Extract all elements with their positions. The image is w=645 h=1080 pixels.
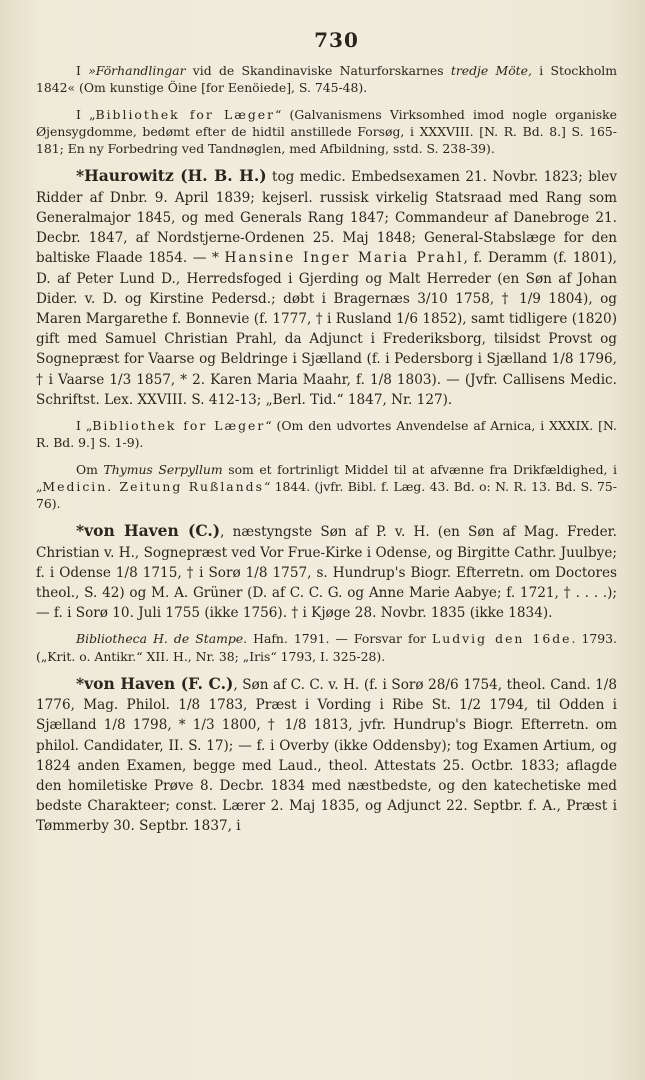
entry-heading: *Haurowitz (H. B. H.) (76, 166, 267, 186)
page-body (36, 62, 617, 837)
paragraph-b6 (36, 521, 617, 623)
entry-heading: *von Haven (F. C.) (76, 674, 234, 694)
text-run: Om (76, 461, 104, 477)
paragraph-b4 (36, 417, 617, 452)
entry-heading: *von Haven (C.) (76, 521, 221, 541)
text-run: , næstyngste Søn af P. v. H. (en Søn af Mag. Freder. Christian v. H., Sognepræst ved Vor Frue-Kirke i Odense, og Birgitte Cathr. Juulbye; f. i Odense 1/8 1715, † i Sorø 1/8 1757, s. Hundrup's Biogr. Efterretn. om Doctores theol., S. 42) og M. A. Grüner (D. af C. C. G. og Anne Marie Aabye; f. 1721, † . . . .); — f. i Sorø 10. Juli 1755 (ikke 1756). † i Kjøge 28. Novbr. 1835 (ikke 1834). (36, 524, 617, 622)
paragraph-b8 (36, 674, 617, 837)
text-run: . 1793. („Krit. o. Antikr.“ XII. H., Nr. 38; „Iris“ 1793, I. 325-28). (36, 631, 617, 664)
text-run: Hafn. 1791. — Forsvar for (247, 631, 433, 647)
text-run: Thymus Serpyllum (103, 461, 223, 477)
text-run: Bibliothek for Læger (92, 417, 266, 433)
text-run: , f. Deramm (f. 1801), D. af Peter Lund D., Herredsfoged i Gjerding og Malt Herreder (en Søn af Johan Dider. v. D. og Kirstine Pedersd.; døbt i Bragernæs 3/10 1758, † 1/9 1804), og Maren Margarethe f. Bonnevie (f. 1777, † i Rusland 1/6 1852), samt tidligere (1820) gift med Samuel Christian Prahl, da Adjunct i Frederiksborg, tilsidst Provst og Sognepræst for Vaarse og Beldringe i Sjælland (f. i Pedersborg i Sjælland 1/8 1796, † i Vaarse 1/3 1857, * 2. Karen Maria Maahr, f. 1/8 1803). — (Jvfr. Callisens Medic. Schriftst. Lex. XXVIII. S. 412-13; „Berl. Tid.“ 1847, Nr. 127). (36, 250, 617, 408)
text-run: , Søn af C. C. v. H. (f. i Sorø 28/6 1754, theol. Cand. 1/8 1776, Mag. Philol. 1/8 1783, Præst i Vording i Ribe St. 1/2 1794, til Odden i Sjælland 1/8 1798, * 1/3 1800, † 1/8 1813, jvfr. Hundrup's Biogr. Efterretn. om philol. Candidater, II. S. 17); — f. i Overby (ikke Oddensby); tog Examen Artium, og 1824 anden Examen, begge med Laud., theol. Attestats 25. Octbr. 1833; aflagde den homiletiske Prøve 8. Decbr. 1834 med næstbedste, og den katechetiske med bedste Charakteer; const. Lærer 2. Maj 1835, og Adjunct 22. Septbr. f. A., Præst i Tømmerby 30. Septbr. 1837, i (36, 677, 617, 835)
text-run: vid de Skandinaviske Naturforskarnes (185, 63, 451, 78)
text-run: Bibliotheca H. de Stampe. (76, 631, 248, 647)
text-run: I (76, 63, 89, 78)
text-run: I „ (76, 417, 93, 433)
text-run: tredje Möte, (450, 63, 532, 78)
text-run: “ (Om den udvortes Anvendelse af Arnica, i XXXIX. [N. R. Bd. 9.] S. 1-9). (36, 417, 617, 451)
text-run: Ludvig den 16de (432, 631, 572, 647)
text-run: “ 1844. (jvfr. Bibl. f. Læg. 43. Bd. o: N. R. 13. Bd. S. 75-76). (36, 478, 617, 512)
text-run: »Förhandlingar (88, 63, 186, 78)
paragraph-b3 (36, 166, 617, 409)
paragraph-b1 (36, 62, 617, 97)
text-run: Hansine Inger Maria Prahl (224, 250, 464, 267)
text-run: Medicin. Zeitung Rußlands (42, 478, 264, 494)
text-run: I „ (76, 106, 96, 122)
text-run: “ (Galvanismens Virksomhed imod nogle organiske Øjensygdomme, bedømt efter de hidtil anstillede Forsøg, i XXXVIII. [N. R. Bd. 8.] S. 165-181; En ny Forbedring ved Tandnøglen, med Afbildning, sstd. S. 238-39). (36, 106, 617, 157)
page-number: 730 (314, 28, 359, 52)
paragraph-b5 (36, 461, 617, 513)
text-run: som et fortrinligt Middel til at afvænne fra Drikfældighed, i „ (36, 461, 617, 494)
text-run: i Stockholm 1842« (Om kunstige Öine [for Eenöiede], S. 745-48). (36, 63, 618, 96)
paragraph-b2 (36, 106, 617, 158)
text-run: Bibliothek for Læger (95, 106, 276, 122)
text-run: tog medic. Embedsexamen 21. Novbr. 1823; blev Ridder af Dnbr. 9. April 1839; kejserl. russisk virkelig Statsraad med Rang som Generalmajor 1845, og med Generals Rang 1847; Commandeur af Danebroge 21. Decbr. 1847, af Nordstjerne-Ordenen 25. Maj 1848; General-Stabslæge for den baltiske Flaade 1854. — * (36, 169, 617, 267)
paragraph-b7 (36, 630, 617, 665)
